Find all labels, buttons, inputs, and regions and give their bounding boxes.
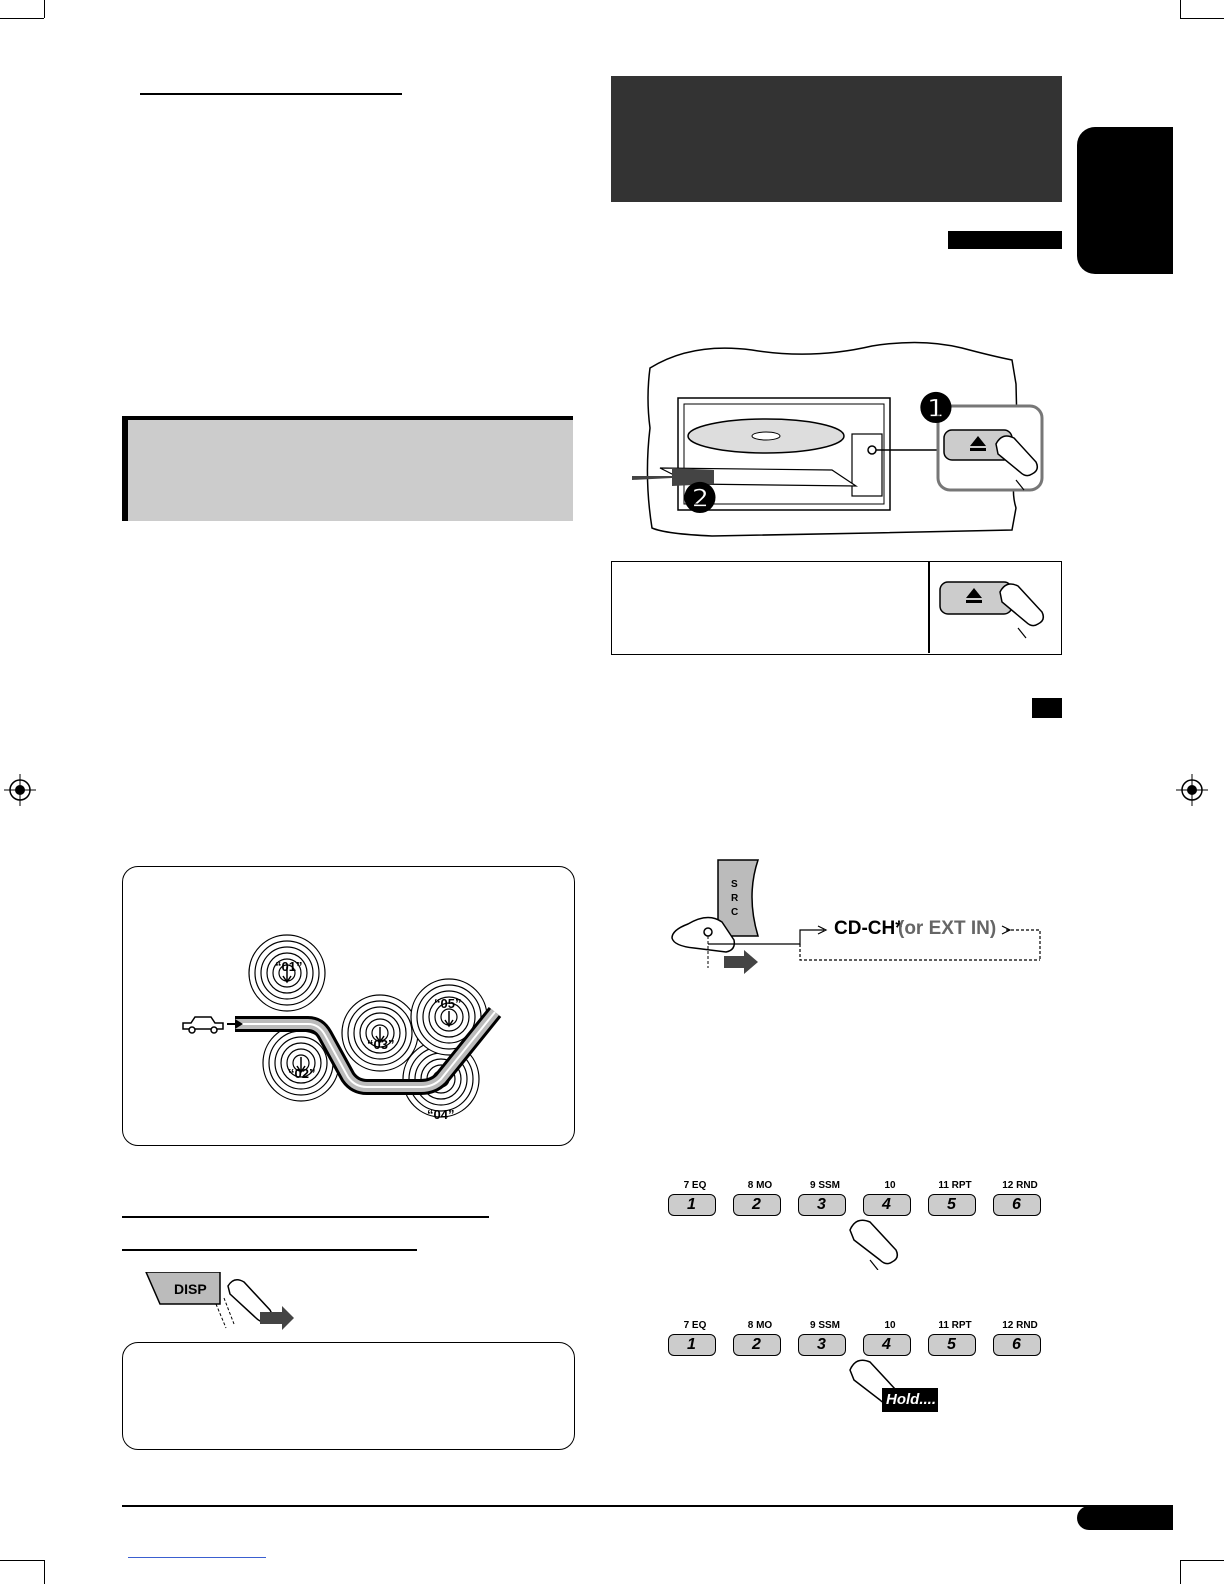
preset-key-label: 8 MO <box>747 1180 773 1191</box>
note-box <box>122 1342 575 1450</box>
preset-row-1 <box>668 1180 1048 1270</box>
crop-mark-bl-h <box>0 1560 44 1561</box>
preset-key-number: 6 <box>1012 1336 1021 1353</box>
step2-marker: ❷ <box>682 477 718 521</box>
left-heading-underline <box>140 93 402 95</box>
preset-key-4[interactable] <box>863 1194 911 1216</box>
disp-button-label: DISP <box>174 1281 207 1297</box>
preset-key-3[interactable] <box>798 1194 846 1216</box>
preset-key-6[interactable] <box>993 1334 1041 1356</box>
footer-link-line <box>128 1557 266 1558</box>
registration-mark-right <box>1176 774 1208 806</box>
preset-key-number: 1 <box>687 1336 696 1353</box>
hold-label: Hold.... <box>886 1391 936 1408</box>
car-icon <box>183 1017 223 1033</box>
preset-key-3[interactable] <box>798 1334 846 1356</box>
preset-key-5[interactable] <box>928 1334 976 1356</box>
traffic-figure-box <box>122 866 575 1146</box>
cd-ch-label: CD-CH* <box>834 918 903 939</box>
preset-key-number: 2 <box>752 1336 761 1353</box>
preset-key-4[interactable] <box>863 1334 911 1356</box>
cd-insert-figure <box>632 338 1052 538</box>
preset-key-2[interactable] <box>733 1194 781 1216</box>
small-black-badge <box>1032 698 1062 718</box>
preset-key-number: 4 <box>882 1336 891 1353</box>
preset-key-label: 11 RPT <box>938 1320 972 1331</box>
preset-key-label: 7 EQ <box>683 1180 707 1191</box>
finger-press-icon <box>846 1214 906 1270</box>
station-label-03: “03” <box>367 1037 395 1052</box>
eject-table <box>611 561 1062 655</box>
station-rings-3 <box>342 995 418 1071</box>
preset-key-number: 4 <box>882 1196 891 1213</box>
language-tab <box>1077 127 1173 274</box>
footer-rule <box>122 1505 1173 1507</box>
station-label-05: “05” <box>434 996 462 1011</box>
step1-marker: ❶ <box>918 387 954 431</box>
eject-icon <box>934 570 1054 644</box>
crop-mark-bl-v <box>44 1560 45 1584</box>
crop-mark-br-v <box>1180 1560 1181 1584</box>
preset-key-label: 9 SSM <box>809 1180 840 1191</box>
preset-key-label: 7 EQ <box>683 1320 707 1331</box>
preset-key-5[interactable] <box>928 1194 976 1216</box>
preset-key-6[interactable] <box>993 1194 1041 1216</box>
subheading-underline-1 <box>122 1216 489 1218</box>
preset-key-label: 10 <box>884 1320 896 1331</box>
preset-key-number: 6 <box>1012 1196 1021 1213</box>
left-section-band <box>122 416 573 521</box>
src-letter-c: C <box>731 907 739 918</box>
preset-key-number: 5 <box>947 1196 956 1213</box>
crop-mark-tr-v <box>1180 0 1181 18</box>
preset-row-2 <box>668 1320 1048 1420</box>
preset-key-2[interactable] <box>733 1334 781 1356</box>
preset-key-label: 12 RND <box>1002 1180 1038 1191</box>
crop-mark-tr-h <box>1180 18 1224 19</box>
src-figure <box>668 856 1058 980</box>
subheading-underline-2 <box>122 1249 417 1251</box>
crop-mark-tl-h <box>0 18 44 19</box>
preset-key-1[interactable] <box>668 1194 716 1216</box>
right-section-header <box>611 76 1062 202</box>
preset-key-number: 5 <box>947 1336 956 1353</box>
ext-in-label: (or EXT IN) <box>898 918 997 939</box>
traffic-figure <box>123 867 574 1145</box>
src-letter-s: S <box>731 879 738 890</box>
crop-mark-tl-v <box>44 0 45 18</box>
page-number-tab <box>1077 1506 1173 1530</box>
preset-key-number: 1 <box>687 1196 696 1213</box>
preset-key-number: 2 <box>752 1196 761 1213</box>
preset-key-label: 8 MO <box>747 1320 773 1331</box>
right-section-badge <box>948 231 1062 249</box>
eject-table-divider <box>928 562 930 653</box>
station-label-04: “04” <box>427 1107 455 1122</box>
src-letter-r: R <box>731 893 739 904</box>
preset-key-label: 11 RPT <box>938 1180 972 1191</box>
preset-key-label: 10 <box>884 1180 896 1191</box>
preset-key-number: 3 <box>817 1336 826 1353</box>
hold-badge <box>882 1388 938 1412</box>
preset-key-label: 12 RND <box>1002 1320 1038 1331</box>
preset-key-label: 9 SSM <box>809 1320 840 1331</box>
station-label-01: “01” <box>275 959 303 974</box>
disp-button-illustration <box>132 1272 302 1334</box>
preset-key-1[interactable] <box>668 1334 716 1356</box>
station-label-02: “02” <box>288 1066 316 1081</box>
crop-mark-br-h <box>1180 1560 1224 1561</box>
registration-mark-left <box>4 774 36 806</box>
preset-key-number: 3 <box>817 1196 826 1213</box>
